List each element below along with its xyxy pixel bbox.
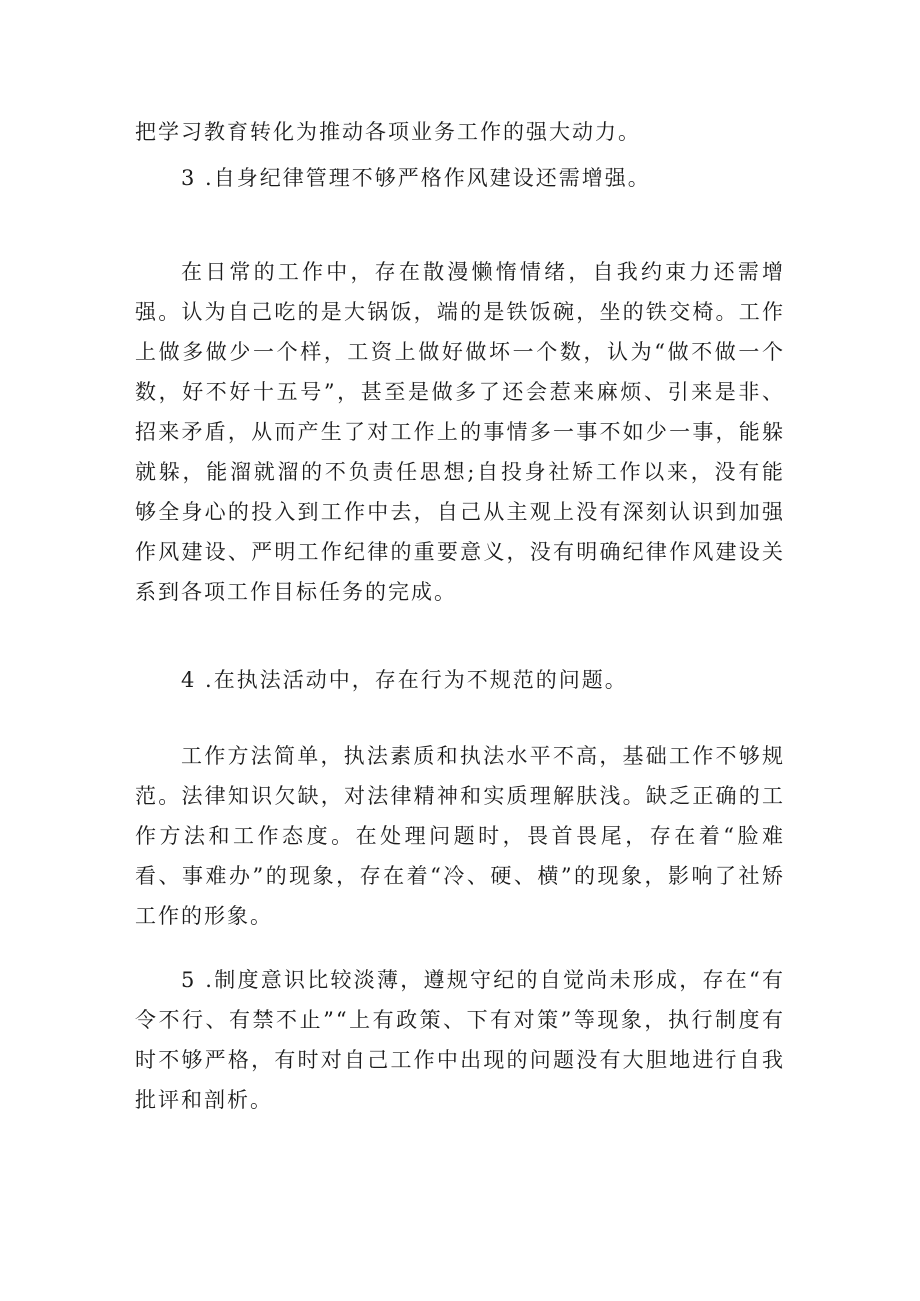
paragraph-law-enforcement: 工作方法简单，执法素质和执法水平不高，基础工作不够规范。法律知识欠缺，对法律精神和实质理解肤浅。缺乏正确的工作方法和工作态度。在处理问题时，畏首畏尾，存在着“脸难看、事难办”的现象，存在着“冷、硬、横”的现象，影响了社矫工作的形象。 bbox=[135, 744, 785, 928]
section-heading-3: 3 .自身纪律管理不够严格作风建设还需增强。 bbox=[181, 166, 651, 190]
paragraph-continuation: 把学习教育转化为推动各项业务工作的强大动力。 bbox=[135, 120, 641, 144]
paragraph-rules-awareness: 5 .制度意识比较淡薄，遵规守纪的自觉尚未形成，存在“有令不行、有禁不止”“上有政策、下有对策”等现象，执行制度有时不够严格，有时对自己工作中出现的问题没有大胆地进行自我批评和剖析。 bbox=[135, 968, 785, 1112]
paragraph-discipline: 在日常的工作中，存在散漫懒惰情绪，自我约束力还需增强。认为自己吃的是大锅饭，端的是铁饭碗，坐的铁交椅。工作上做多做少一个样，工资上做好做坏一个数，认为“做不做一个数，好不好十五号”，甚至是做多了还会惹来麻烦、引来是非、招来矛盾，从而产生了对工作上的事情多一事不如少一事，能躲就躲，能溜就溜的不负责任思想;自投身社矫工作以来，没有能够全身心的投入到工作中去，自己从主观上没有深刻认识到加强作风建设、严明工作纪律的重要意义，没有明确纪律作风建设关系到各项工作目标任务的完成。 bbox=[135, 260, 785, 604]
section-heading-4: 4 .在执法活动中，存在行为不规范的问题。 bbox=[181, 668, 628, 692]
